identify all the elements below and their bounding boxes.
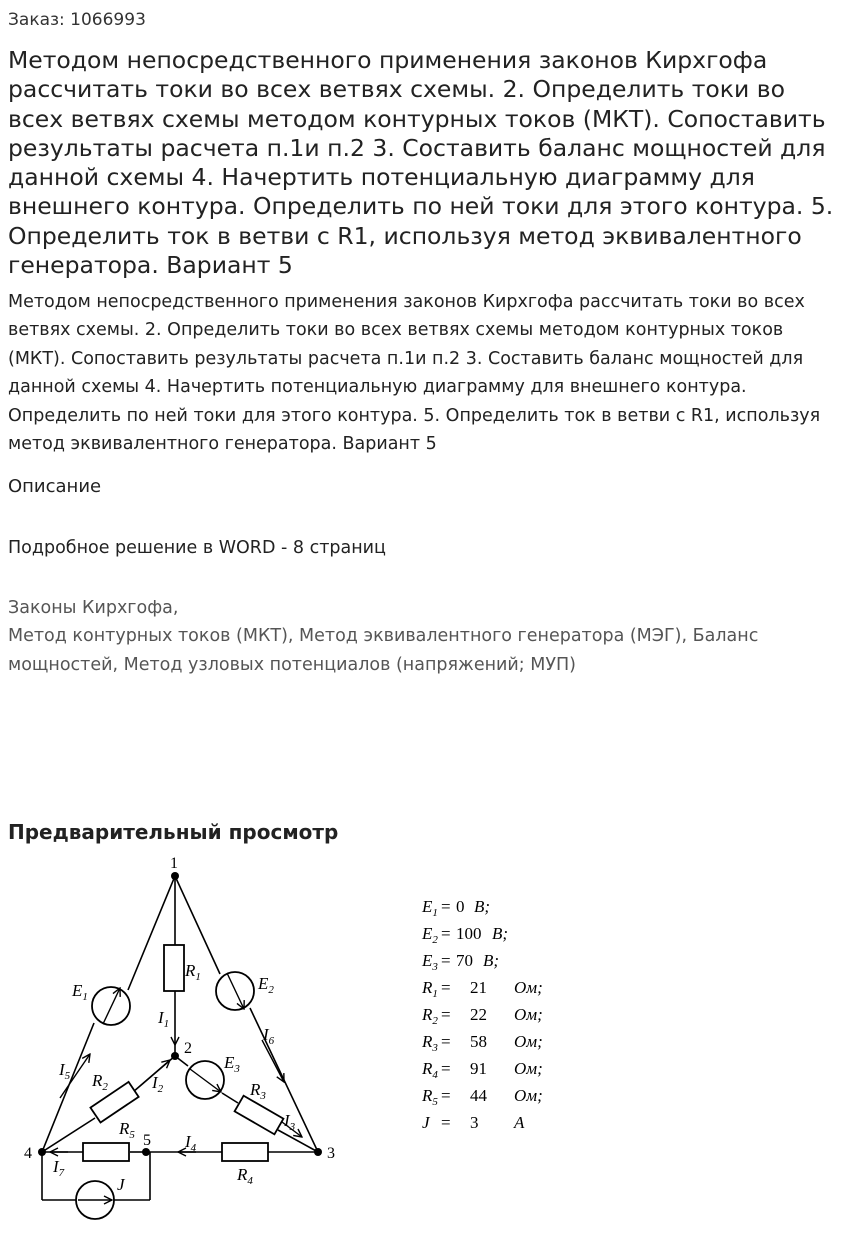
param-equals: =: [441, 951, 451, 970]
label-i7: $I_7$: [53, 1157, 65, 1179]
label-i6: $I_6$: [263, 1025, 275, 1047]
param-equals: =: [441, 1059, 451, 1078]
param-value: 70: [456, 951, 473, 970]
param-equals: =: [441, 1005, 451, 1024]
label-e1: $E_1$: [72, 981, 88, 1003]
description-label: Описание: [8, 476, 102, 497]
param-symbol: $E_1$: [422, 897, 438, 919]
param-equals: =: [441, 924, 451, 943]
param-unit: Ом;: [514, 1005, 543, 1024]
param-equals: =: [441, 1113, 451, 1132]
label-i1: $I_1$: [158, 1008, 170, 1030]
param-equals: =: [441, 978, 451, 997]
label-i2: $I_2$: [152, 1073, 164, 1095]
param-row: [421, 978, 543, 1000]
label-j: J: [117, 1175, 125, 1194]
param-row: [421, 951, 499, 973]
param-row: [421, 1005, 543, 1027]
label-r4: $R_4$: [237, 1165, 253, 1187]
param-row: [421, 1032, 543, 1054]
param-value: 22: [470, 1005, 487, 1024]
param-value: 44: [470, 1086, 487, 1105]
node-label-1: 1: [170, 855, 178, 872]
solution-note: Подробное решение в WORD - 8 страниц: [8, 538, 386, 558]
param-value: 0: [456, 897, 465, 916]
preview-title: Предварительный просмотр: [8, 820, 339, 844]
param-unit: Ом;: [514, 1059, 543, 1078]
param-unit: А: [514, 1113, 525, 1132]
node-label-4: 4: [24, 1145, 32, 1162]
page-title: Методом непосредственного применения законов Кирхгофа рассчитать токи во всех ветвях схемы. 2. Определить токи во всех ветвях схемы методом контурных токов (МКТ). Сопоставить результаты расчета п.1и п.2 3. Составить баланс мощностей для данной схемы 4. Начертить потенциальную диаграмму для внешнего контура. Определить по ней токи для этого контура. 5. Определить ток в ветви с R1, используя метод эквивалентного генератора. Вариант 5: [8, 46, 834, 280]
resistor-r3: [235, 1096, 284, 1135]
param-symbol: $E_3$: [422, 951, 438, 973]
param-unit: Ом;: [514, 1086, 543, 1105]
label-r2: $R_2$: [92, 1071, 108, 1093]
param-symbol: J: [422, 1113, 430, 1132]
circuit-preview-image: [0, 850, 847, 1234]
param-unit: В;: [492, 924, 509, 943]
param-row: [421, 1059, 543, 1081]
param-row: [422, 1113, 525, 1132]
label-r3: $R_3$: [250, 1080, 266, 1102]
label-e3: $E_3$: [224, 1053, 240, 1075]
node-label-3: 3: [327, 1145, 335, 1162]
param-value: 91: [470, 1059, 487, 1078]
label-i5: $I_5$: [59, 1060, 71, 1082]
param-unit: Ом;: [514, 978, 543, 997]
label-i3: $I_3$: [284, 1111, 296, 1133]
param-symbol: $E_2$: [422, 924, 438, 946]
tags-list: [8, 594, 840, 679]
param-value: 3: [470, 1113, 479, 1132]
resistor-r1: [164, 945, 184, 991]
resistor-r5: [83, 1143, 129, 1161]
param-row: [421, 1086, 543, 1108]
label-r1: $R_1$: [185, 961, 201, 983]
param-value: 100: [456, 924, 482, 943]
label-i4: $I_4$: [185, 1132, 197, 1154]
task-description: Методом непосредственного применения законов Кирхгофа рассчитать токи во всех ветвях схемы. 2. Определить токи во всех ветвях схемы методом контурных токов (МКТ). Сопоставить результаты расчета п.1и п.2 3. Составить баланс мощностей для данной схемы 4. Начертить потенциальную диаграмму для внешнего контура. Определить по ней токи для этого контура. 5. Определить ток в ветви с R1, используя метод эквивалентного генератора. Вариант 5: [8, 292, 821, 455]
label-e2: $E_2$: [258, 974, 274, 996]
node-label-5: 5: [143, 1132, 151, 1149]
param-symbol: $R_5$: [422, 1086, 438, 1108]
label-r5: $R_5$: [119, 1119, 135, 1141]
param-row: [421, 897, 490, 919]
param-equals: =: [441, 1032, 451, 1051]
param-unit: Ом;: [514, 1032, 543, 1051]
param-equals: =: [441, 897, 451, 916]
nodes: [38, 872, 322, 1156]
resistor-r4: [222, 1143, 268, 1161]
param-value: 58: [470, 1032, 487, 1051]
param-symbol: $R_2$: [422, 1005, 438, 1027]
param-value: 21: [470, 978, 487, 997]
tag-links-methods[interactable]: Метод контурных токов (МКТ), Метод эквивалентного генератора (МЭГ), Баланс мощностей, Метод узловых потенциалов (напряжений; МУП): [8, 626, 759, 675]
param-symbol: $R_4$: [422, 1059, 438, 1081]
node-label-2: 2: [184, 1040, 192, 1057]
param-symbol: $R_3$: [422, 1032, 438, 1054]
param-unit: В;: [483, 951, 500, 970]
param-equals: =: [441, 1086, 451, 1105]
param-unit: В;: [474, 897, 491, 916]
order-number: Заказ: 1066993: [8, 10, 146, 30]
param-symbol: $R_1$: [422, 978, 438, 1000]
tag-link-kirchhoff[interactable]: Законы Кирхгофа,: [8, 598, 179, 618]
parameter-table: [421, 897, 543, 1132]
param-row: [421, 924, 508, 946]
